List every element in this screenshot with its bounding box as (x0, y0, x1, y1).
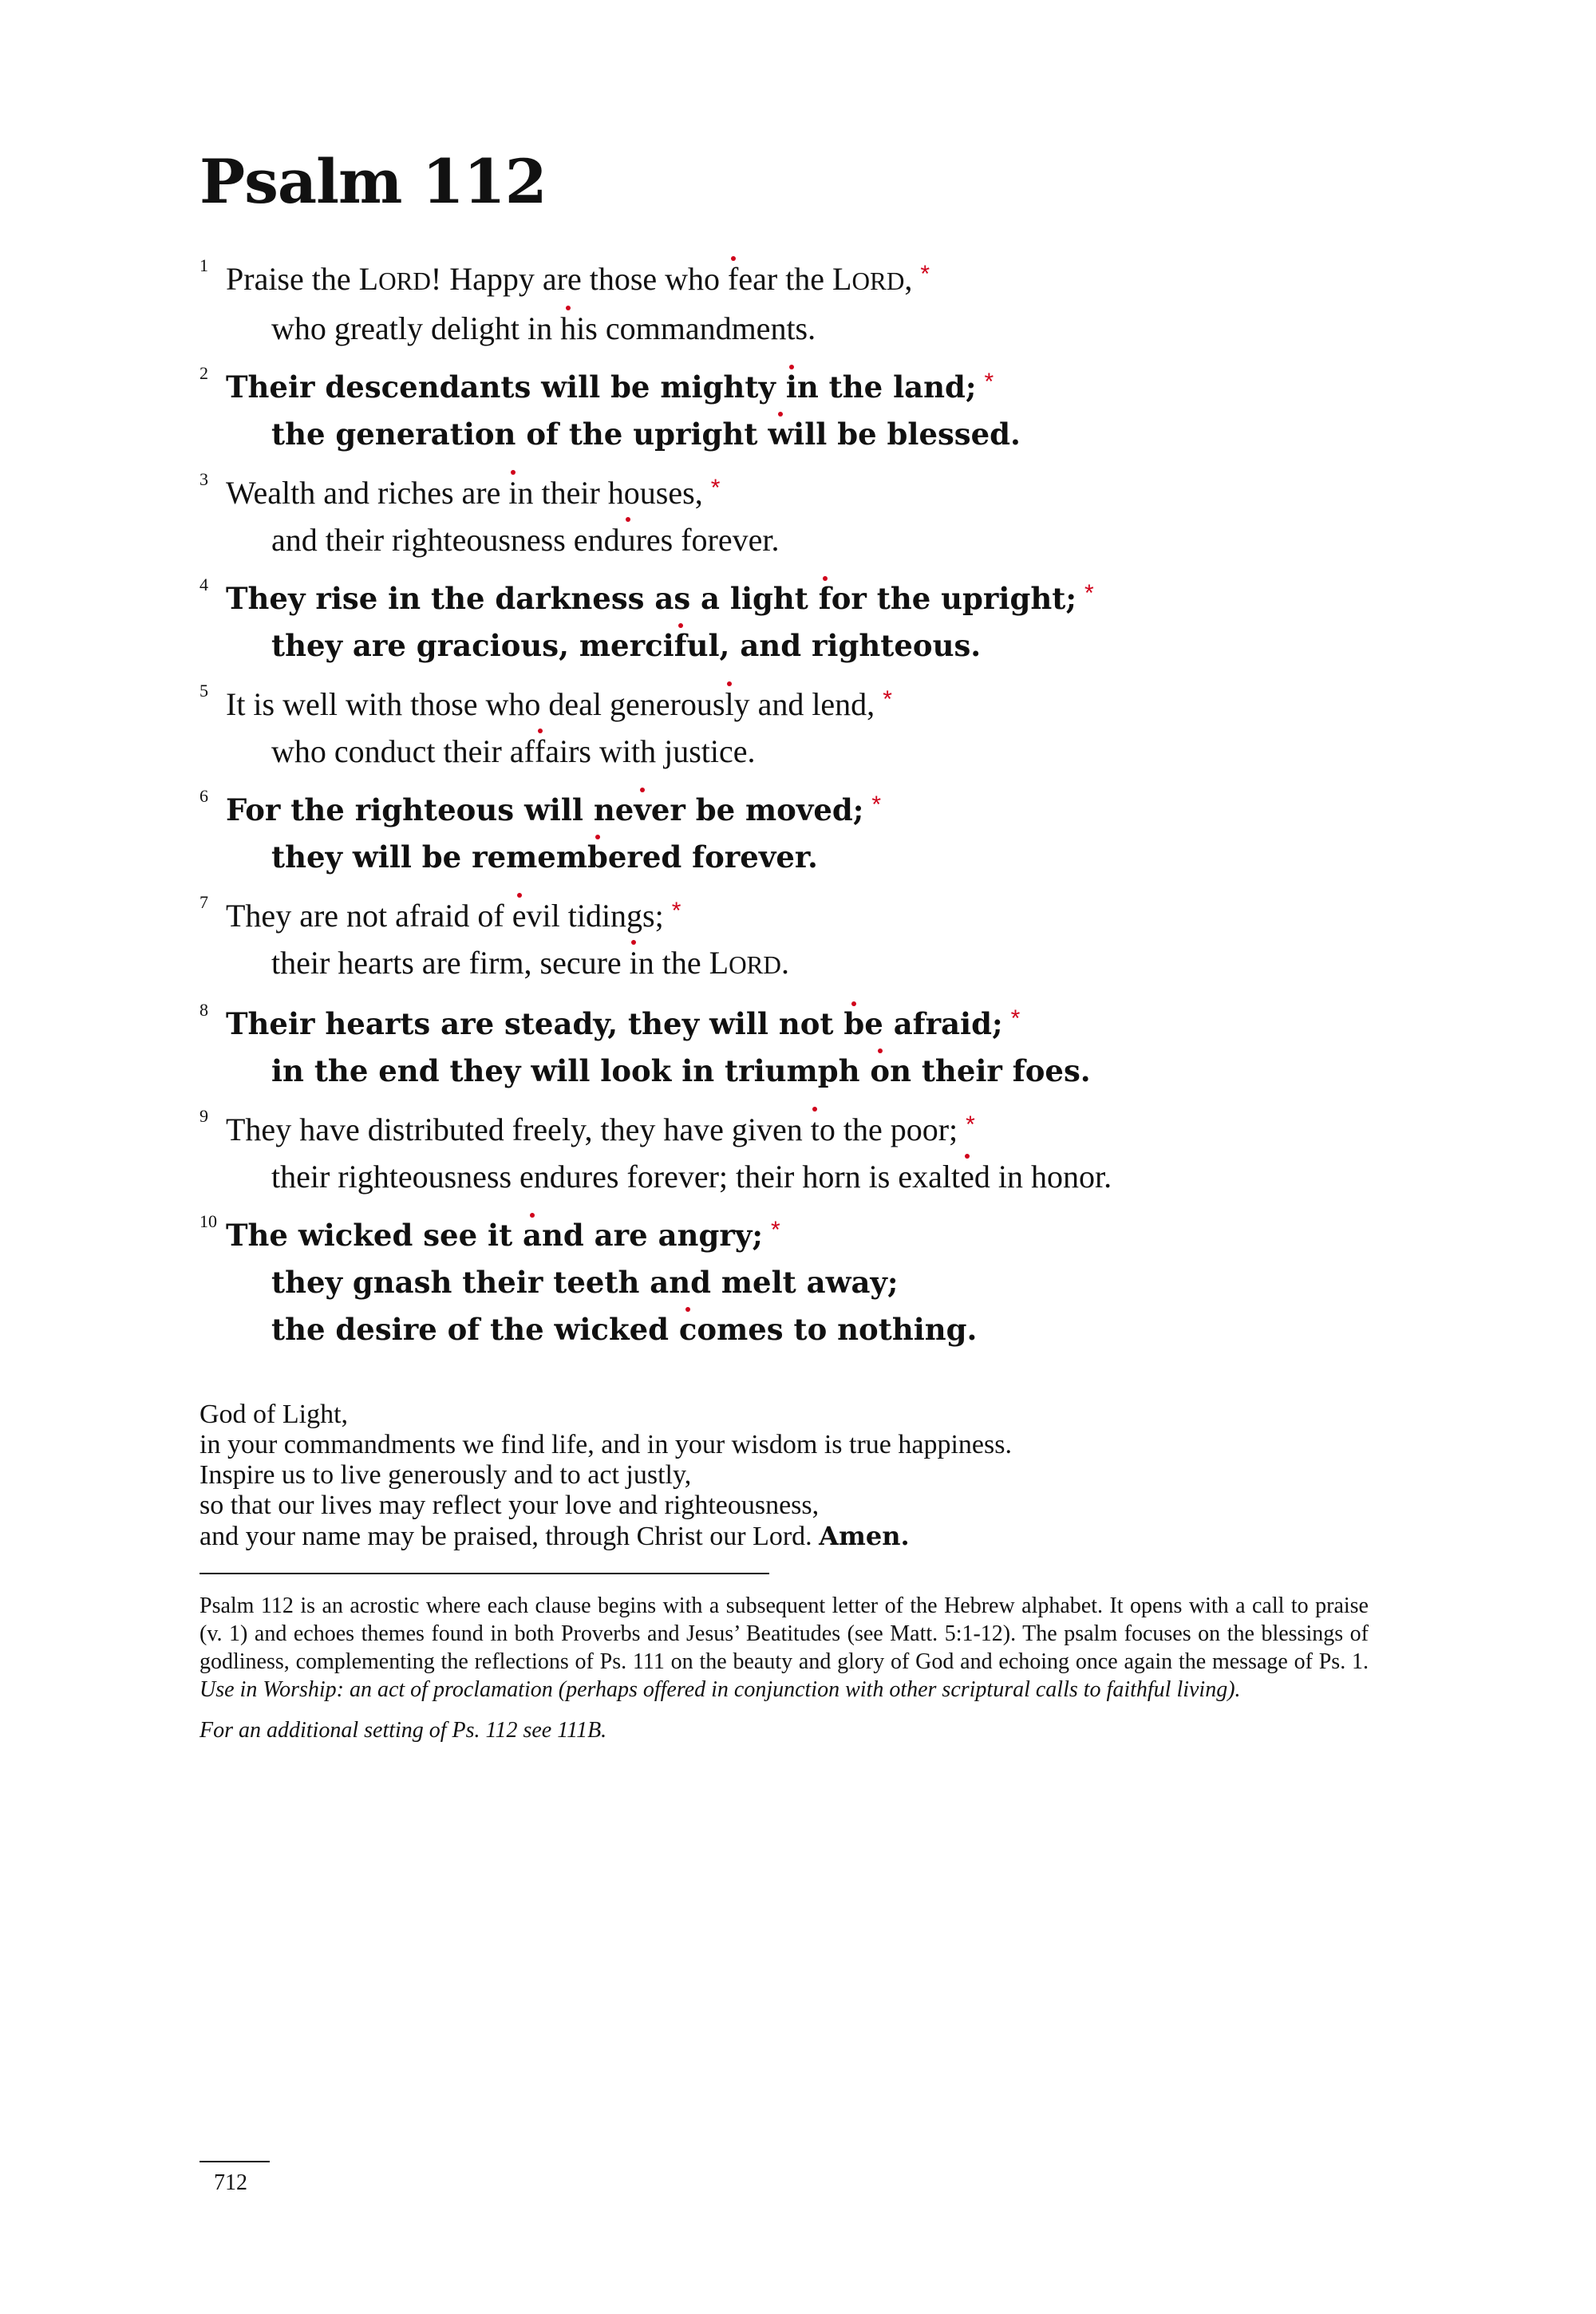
verse-text: , (904, 261, 913, 297)
pointing-letter: o (870, 1053, 891, 1088)
verse-text: n the L (638, 945, 729, 981)
asterisk-mark: * (1084, 580, 1094, 606)
verse-line (200, 1153, 1396, 1200)
verse-text: ul, and righteous. (686, 628, 982, 663)
verse-text: they are gracious, merci (271, 628, 674, 663)
verse-number: 7 (200, 892, 208, 912)
notes-paragraph (200, 1592, 1369, 1704)
page-number: 712 (214, 2170, 247, 2195)
asterisk-mark: * (966, 1112, 975, 1138)
verse-text: Praise the L (226, 261, 379, 297)
notes (200, 1592, 1369, 1744)
verse-2 (200, 358, 1396, 458)
verse-text: ered forever. (607, 839, 818, 875)
verse-9 (200, 1101, 1396, 1200)
verse-text: ! Happy are those who (430, 261, 729, 297)
pointing-letter: i (629, 945, 638, 981)
verse-text: e afraid; (864, 1006, 1003, 1041)
verse-text: the generation of the upright (271, 417, 768, 452)
verse-line (200, 251, 1396, 305)
verse-line (200, 358, 1396, 411)
verse-text: res forever. (635, 522, 780, 558)
verse-number: 4 (200, 575, 208, 594)
verse-line (200, 1306, 1396, 1353)
pointing-letter: l (725, 686, 734, 722)
verse-7 (200, 887, 1396, 989)
verse-text: vil tidings; (526, 898, 664, 934)
verse-text: n the land; (796, 369, 977, 405)
verse-text: Their hearts are steady, they will not (226, 1006, 844, 1041)
verse-text: nd are angry; (542, 1218, 763, 1253)
verse-text: their righteousness endures forever; their horn is exalt (271, 1159, 961, 1195)
pointing-letter: t (810, 1112, 820, 1147)
verse-number: 8 (200, 1000, 208, 1020)
verse-line (200, 1101, 1396, 1153)
verse-text: Wealth and riches are (226, 475, 509, 511)
additional-setting-text: For an additional setting of Ps. 112 see 111B. (200, 1718, 607, 1743)
psalm-page (200, 146, 1396, 1757)
small-caps-lord: ORD (851, 267, 905, 295)
verse-text: The wicked see it (226, 1218, 523, 1253)
verse-text: who greatly delight in (271, 310, 561, 346)
verse-line (200, 570, 1396, 622)
verse-line (200, 516, 1396, 563)
verse-number: 6 (200, 786, 208, 806)
footer-divider (200, 2161, 270, 2162)
pointing-letter: f (534, 733, 546, 769)
verse-line (200, 411, 1396, 458)
verse-text: they gnash their teeth and melt away; (271, 1265, 899, 1300)
prayer-line: so that our lives may reflect your love and righteousness, (200, 1491, 820, 1520)
amen: Amen. (819, 1521, 910, 1551)
verse-3 (200, 464, 1396, 563)
verse-line (200, 781, 1396, 834)
asterisk-mark: * (671, 898, 681, 924)
verse-text: who conduct their af (271, 733, 535, 769)
verse-text: the desire of the wicked (271, 1312, 679, 1347)
verse-text: Their descendants will be mighty (226, 369, 786, 405)
verse-text: They rise in the darkness as a light (226, 581, 819, 616)
pointing-letter: e (512, 898, 527, 934)
verse-number: 10 (200, 1211, 217, 1231)
additional-setting (200, 1716, 1369, 1744)
verse-line (200, 995, 1396, 1048)
verse-line (200, 887, 1396, 939)
small-caps-lord: ORD (729, 951, 781, 979)
verse-text: It is well with those who deal generous (226, 686, 725, 722)
verse-list (200, 251, 1396, 1353)
asterisk-mark: * (920, 261, 930, 287)
verse-text: they will be remem (271, 839, 587, 875)
verse-text: . (780, 945, 789, 981)
verse-text: their hearts are firm, secure (271, 945, 630, 981)
verse-number: 9 (200, 1106, 208, 1126)
asterisk-mark: * (871, 792, 882, 818)
verse-line (200, 834, 1396, 881)
pointing-letter: u (619, 522, 636, 558)
pointing-letter: b (843, 1006, 865, 1041)
verse-4 (200, 570, 1396, 669)
verse-line (200, 728, 1396, 775)
closing-prayer (200, 1400, 1396, 1552)
prayer-line-text: and your name may be praised, through Christ our Lord. (200, 1522, 812, 1551)
verse-text: ear the L (738, 261, 852, 297)
verse-number: 2 (200, 363, 208, 383)
verse-text: n their foes. (890, 1053, 1091, 1088)
pointing-letter: e (960, 1159, 974, 1195)
notes-text: Psalm 112 is an acrostic where each clause begins with a subsequent letter of the Hebrew alphabet. It opens with a call to praise (v. 1) and echoes themes found in both Proverbs and Jesus’ Beatitudes (see Matt. 5:1-12). The psalm focuses on the blessings of godliness, complementing the reflections of Ps. 111 on the beauty and glory of God and echoing once again the message of Ps. 1. (200, 1593, 1369, 1674)
pointing-letter: i (785, 369, 797, 405)
verse-text: in the end they will look in triumph (271, 1053, 871, 1088)
notes-divider (200, 1573, 769, 1574)
asterisk-mark: * (770, 1217, 780, 1243)
verse-10 (200, 1206, 1396, 1353)
verse-text: d in honor. (974, 1159, 1112, 1195)
asterisk-mark: * (883, 686, 892, 713)
verse-line (200, 1048, 1396, 1095)
verse-number: 3 (200, 469, 208, 489)
verse-text: and their righteousness end (271, 522, 620, 558)
verse-line (200, 1259, 1396, 1306)
asterisk-mark: * (710, 475, 721, 501)
pointing-letter: v (634, 792, 651, 827)
prayer-line (200, 1521, 1396, 1552)
prayer-line: God of Light, (200, 1400, 349, 1429)
verse-text: For the righteous will ne (226, 792, 634, 827)
verse-text: is commandments. (576, 310, 816, 346)
pointing-letter: f (674, 628, 687, 663)
verse-text: omes to nothing. (697, 1312, 978, 1347)
asterisk-mark: * (1010, 1005, 1021, 1032)
verse-text: or the upright; (831, 581, 1077, 616)
verse-number: 1 (200, 255, 208, 275)
verse-text: y and lend, (733, 686, 875, 722)
asterisk-mark: * (984, 369, 994, 395)
verse-text: o the poor; (819, 1112, 958, 1147)
verse-text: ill be blessed. (793, 417, 1021, 452)
verse-line (200, 1206, 1396, 1259)
prayer-line: Inspire us to live generously and to act justly, (200, 1460, 692, 1490)
verse-line (200, 464, 1396, 516)
small-caps-lord: ORD (378, 267, 431, 295)
verse-text: er be moved; (650, 792, 864, 827)
page-title: Psalm 112 (200, 146, 547, 217)
pointing-letter: w (768, 417, 794, 452)
verse-text: They are not afraid of (226, 898, 512, 934)
verse-text: They have distributed freely, they have given (226, 1112, 811, 1147)
verse-1 (200, 251, 1396, 352)
pointing-letter: h (560, 310, 577, 346)
verse-text: airs with justice. (545, 733, 756, 769)
verse-8 (200, 995, 1396, 1095)
verse-line (200, 676, 1396, 728)
verse-line (200, 622, 1396, 669)
prayer-line: in your commandments we find life, and in your wisdom is true happiness. (200, 1430, 1012, 1459)
use-in-worship: Use in Worship: an act of proclamation (perhaps offered in conjunction with other scriptural calls to faithful living). (200, 1677, 1241, 1702)
pointing-letter: a (523, 1218, 543, 1253)
pointing-letter: b (587, 839, 608, 875)
verse-5 (200, 676, 1396, 775)
pointing-letter: f (728, 261, 739, 297)
verse-6 (200, 781, 1396, 881)
verse-text: n their houses, (517, 475, 703, 511)
verse-line (200, 305, 1396, 352)
pointing-letter: i (508, 475, 518, 511)
pointing-letter: c (678, 1312, 697, 1347)
verse-number: 5 (200, 681, 208, 701)
verse-line (200, 939, 1396, 989)
pointing-letter: f (818, 581, 832, 616)
